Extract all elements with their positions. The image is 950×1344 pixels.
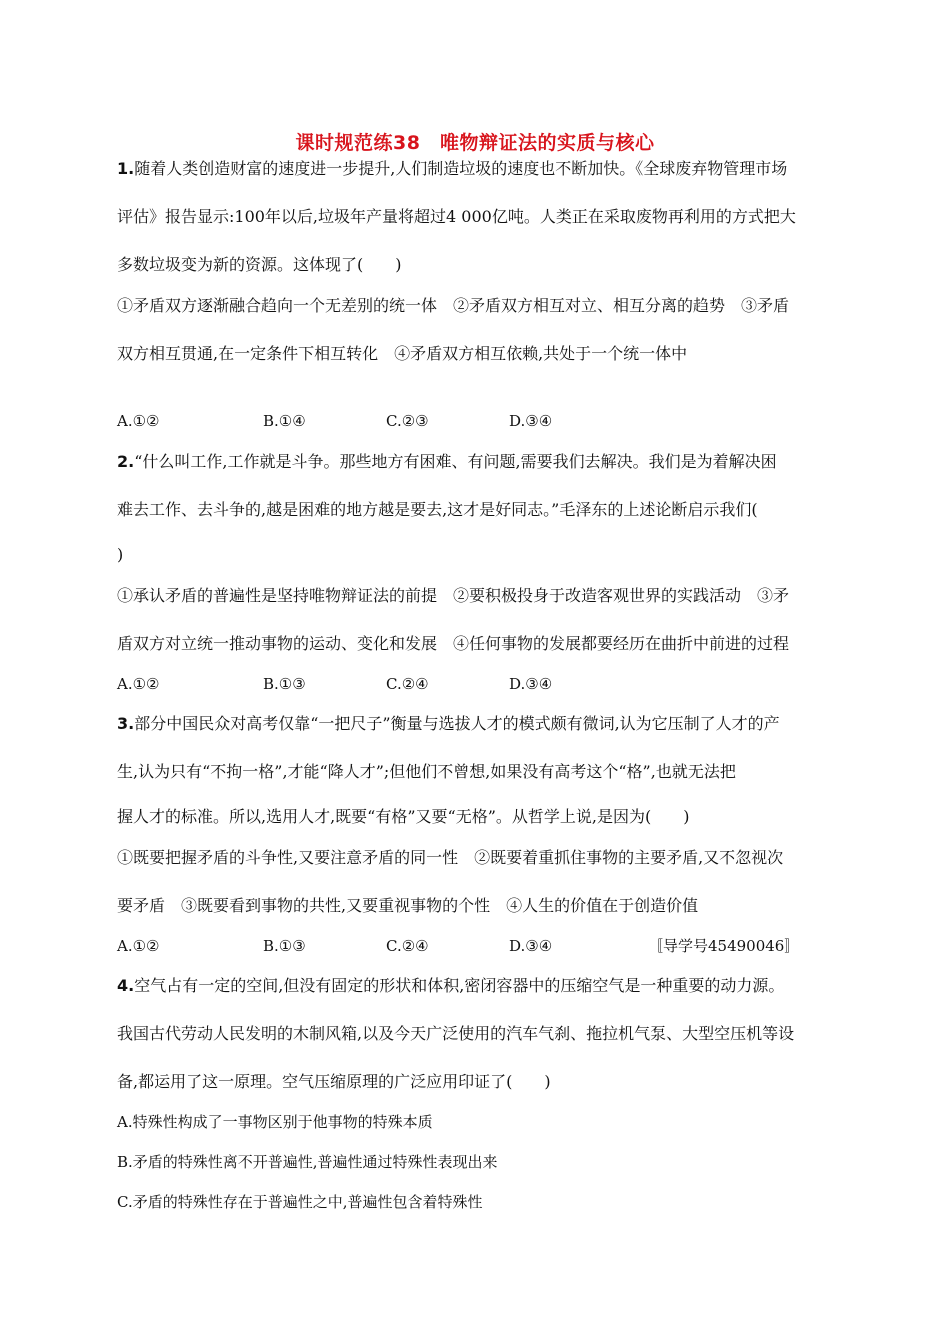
question-4-line-1: 4.空气占有一定的空间,但没有固定的形状和体积,密闭容器中的压缩空气是一种重要的动力源。 — [117, 976, 785, 995]
guide-reference-number: 〚导学号45490046〛 — [648, 937, 800, 955]
question-1-line-3: 多数垃圾变为新的资源。这体现了( ) — [117, 255, 402, 274]
question-2-statements-line-2: 盾双方对立统一推动事物的运动、变化和发展 ④任何事物的发展都要经历在曲折中前进的过程 — [117, 634, 790, 653]
question-1-statements-line-2: 双方相互贯通,在一定条件下相互转化 ④矛盾双方相互依赖,共处于一个统一体中 — [117, 344, 688, 363]
option-c[interactable]: C.②④ — [386, 937, 429, 955]
question-1-line-2: 评估》报告显示:100年以后,垃圾年产量将超过4 000亿吨。人类正在采取废物再利用的方式把大 — [117, 207, 796, 226]
option-c[interactable]: C.矛盾的特殊性存在于普遍性之中,普遍性包含着特殊性 — [117, 1193, 483, 1211]
question-4-number: 4. — [117, 976, 135, 995]
option-d[interactable]: D.③④ — [509, 412, 553, 430]
question-4-line-2: 我国古代劳动人民发明的木制风箱,以及今天广泛使用的汽车气刹、拖拉机气泵、大型空压机等设 — [117, 1024, 795, 1043]
question-2-statements-line-1: ①承认矛盾的普遍性是坚持唯物辩证法的前提 ②要积极投身于改造客观世界的实践活动 ③矛 — [117, 586, 790, 605]
option-a[interactable]: A.①② — [117, 412, 160, 430]
page-title: 课时规范练38 唯物辩证法的实质与核心 — [295, 132, 655, 154]
option-b[interactable]: B.①③ — [263, 937, 306, 955]
option-c[interactable]: C.②④ — [386, 675, 429, 693]
question-1-statements-line-1: ①矛盾双方逐渐融合趋向一个无差别的统一体 ②矛盾双方相互对立、相互分离的趋势 ③矛盾 — [117, 296, 790, 315]
option-a[interactable]: A.特殊性构成了一事物区别于他事物的特殊本质 — [117, 1113, 433, 1131]
question-1-line-1: 1.随着人类创造财富的速度进一步提升,人们制造垃圾的速度也不断加快。《全球废弃物管理市场 — [117, 159, 788, 178]
question-3-line-1: 3.部分中国民众对高考仅靠“一把尺子”衡量与选拔人才的模式颇有微词,认为它压制了人才的产 — [117, 714, 780, 733]
question-2-line-1: 2.“什么叫工作,工作就是斗争。那些地方有困难、有问题,需要我们去解决。我们是为着解决困 — [117, 452, 777, 471]
option-b[interactable]: B.①④ — [263, 412, 306, 430]
option-a[interactable]: A.①② — [117, 675, 160, 693]
option-c[interactable]: C.②③ — [386, 412, 429, 430]
option-a[interactable]: A.①② — [117, 937, 160, 955]
question-3-statements-line-1: ①既要把握矛盾的斗争性,又要注意矛盾的同一性 ②既要着重抓住事物的主要矛盾,又不忽视次 — [117, 848, 784, 867]
question-3-number: 3. — [117, 714, 135, 733]
question-1-number: 1. — [117, 159, 135, 178]
question-2-line-3: ) — [117, 545, 124, 564]
question-2-number: 2. — [117, 452, 135, 471]
question-4-line-3: 备,都运用了这一原理。空气压缩原理的广泛应用印证了( ) — [117, 1072, 551, 1091]
option-d[interactable]: D.③④ — [509, 937, 553, 955]
question-3-line-2: 生,认为只有“不拘一格”,才能“降人才”;但他们不曾想,如果没有高考这个“格”,也就无法把 — [117, 762, 736, 781]
question-2-line-2: 难去工作、去斗争的,越是困难的地方越是要去,这才是好同志。”毛泽东的上述论断启示我们( — [117, 500, 758, 519]
option-d[interactable]: D.③④ — [509, 675, 553, 693]
option-b[interactable]: B.①③ — [263, 675, 306, 693]
option-b[interactable]: B.矛盾的特殊性离不开普遍性,普遍性通过特殊性表现出来 — [117, 1153, 498, 1171]
question-3-statements-line-2: 要矛盾 ③既要看到事物的共性,又要重视事物的个性 ④人生的价值在于创造价值 — [117, 896, 699, 915]
question-3-line-3: 握人才的标准。所以,选用人才,既要“有格”又要“无格”。从哲学上说,是因为( ) — [117, 807, 690, 826]
